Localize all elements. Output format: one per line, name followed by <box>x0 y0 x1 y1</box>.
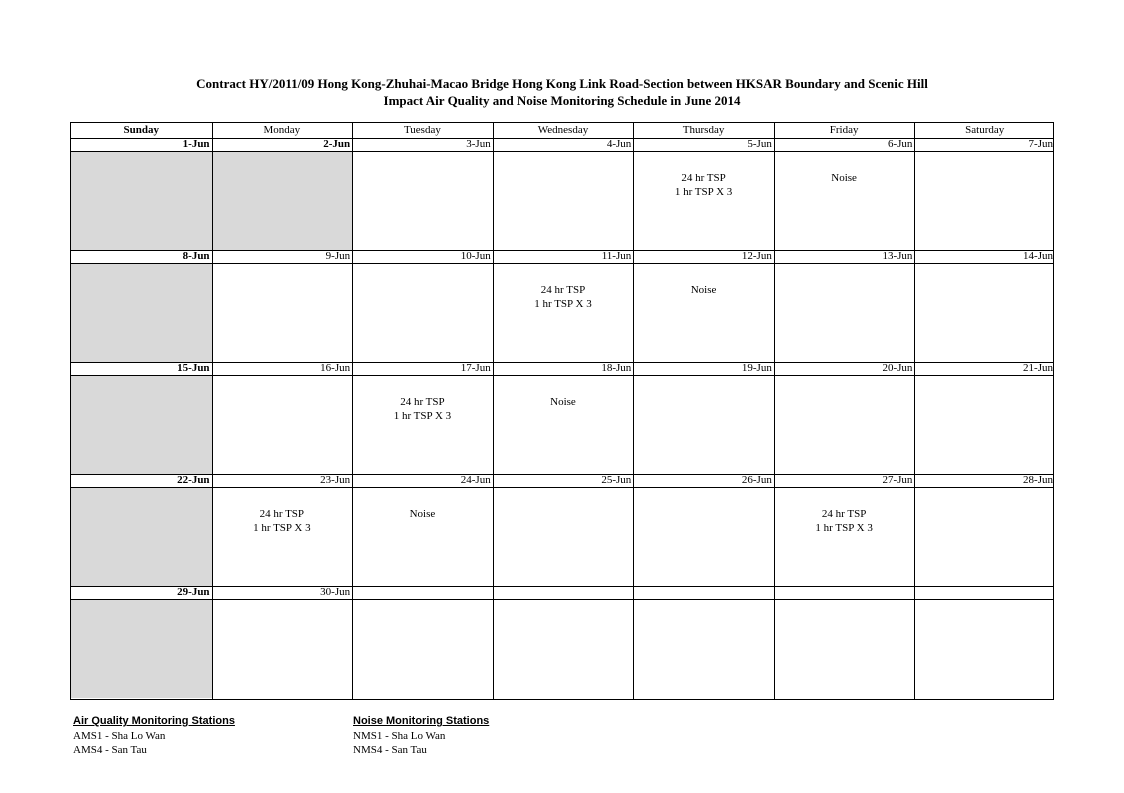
shaded-cell <box>71 487 212 586</box>
date-label: 13-Jun <box>882 250 913 262</box>
day-header: Friday <box>829 124 859 136</box>
calendar-grid <box>70 122 1054 700</box>
schedule-entry-line: Noise <box>409 508 436 520</box>
day-header: Tuesday <box>403 124 441 136</box>
date-row-divider <box>71 151 1053 152</box>
shaded-cell <box>71 375 212 474</box>
shaded-cell <box>212 151 353 250</box>
date-label: 29-Jun <box>177 586 210 598</box>
date-label: 23-Jun <box>320 474 351 486</box>
date-row-divider <box>71 599 1053 600</box>
noise-station-item: NMS1 - Sha Lo Wan <box>353 730 446 742</box>
day-header: Sunday <box>123 124 160 136</box>
date-label: 18-Jun <box>601 362 632 374</box>
date-row-divider <box>71 263 1053 264</box>
schedule-title: Contract HY/2011/09 Hong Kong-Zhuhai-Macao Bridge Hong Kong Link Road-Section between HKSAR Boundary and Scenic Hill <box>196 76 928 91</box>
date-label <box>493 586 634 599</box>
column-divider <box>914 123 915 699</box>
schedule-entry-line: 24 hr TSP <box>400 396 445 408</box>
schedule-entry <box>633 171 774 199</box>
date-label <box>633 586 774 599</box>
date-label: 28-Jun <box>1023 474 1053 486</box>
date-label: 16-Jun <box>320 362 351 374</box>
date-label: 27-Jun <box>882 474 913 486</box>
date-label: 19-Jun <box>741 362 772 374</box>
noise-station-item: NMS4 - San Tau <box>353 744 427 756</box>
schedule-entry-line: 1 hr TSP X 3 <box>674 186 733 198</box>
day-header: Wednesday <box>537 124 589 136</box>
date-row-divider <box>71 487 1053 488</box>
schedule-entry-line: 24 hr TSP <box>540 284 586 296</box>
date-label: 20-Jun <box>882 362 913 374</box>
air-quality-legend-heading: Air Quality Monitoring Stations <box>73 715 235 727</box>
schedule-entry <box>352 507 493 521</box>
date-label: 12-Jun <box>741 250 772 262</box>
date-label: 8-Jun <box>182 250 210 262</box>
air-station-item: AMS4 - San Tau <box>73 744 147 756</box>
day-header: Monday <box>263 124 301 136</box>
column-divider <box>633 123 634 699</box>
column-divider <box>493 123 494 699</box>
date-label: 1-Jun <box>182 138 210 150</box>
column-divider <box>774 123 775 699</box>
air-station-item: AMS1 - Sha Lo Wan <box>73 730 166 742</box>
air-quality-legend <box>73 714 235 757</box>
date-label: 11-Jun <box>601 250 632 262</box>
shaded-cell <box>71 151 212 250</box>
schedule-subtitle: Impact Air Quality and Noise Monitoring Schedule in June 2014 <box>383 93 741 108</box>
date-label: 2-Jun <box>323 138 351 150</box>
date-label: 17-Jun <box>460 362 491 374</box>
noise-legend <box>353 714 489 757</box>
schedule-entry <box>774 507 915 535</box>
date-label: 15-Jun <box>177 362 210 374</box>
schedule-entry <box>212 507 353 535</box>
date-label: 26-Jun <box>741 474 772 486</box>
column-divider <box>352 123 353 699</box>
schedule-entry <box>774 171 915 185</box>
schedule-entry-line: 1 hr TSP X 3 <box>534 298 592 310</box>
shaded-cell <box>71 599 212 698</box>
date-row-divider <box>71 375 1053 376</box>
date-label: 5-Jun <box>747 138 772 150</box>
schedule-entry <box>493 283 634 311</box>
column-divider <box>212 123 213 699</box>
schedule-entry <box>633 283 774 297</box>
date-label: 10-Jun <box>460 250 491 262</box>
date-label: 24-Jun <box>460 474 491 486</box>
date-label: 22-Jun <box>177 474 210 486</box>
schedule-entry-line: 24 hr TSP <box>821 508 867 520</box>
schedule-entry-line: 1 hr TSP X 3 <box>393 410 452 422</box>
date-label <box>914 586 1055 599</box>
schedule-entry-line: 1 hr TSP X 3 <box>815 522 873 534</box>
date-label: 21-Jun <box>1023 362 1053 374</box>
schedule-entry <box>493 395 634 409</box>
schedule-entry-line: 1 hr TSP X 3 <box>253 522 311 534</box>
shaded-cell <box>71 263 212 362</box>
noise-legend-heading: Noise Monitoring Stations <box>353 715 490 727</box>
date-label: 4-Jun <box>606 138 632 150</box>
date-label <box>774 586 915 599</box>
date-label: 25-Jun <box>601 474 632 486</box>
date-label: 14-Jun <box>1023 250 1053 262</box>
day-header: Thursday <box>682 124 725 136</box>
date-label: 7-Jun <box>1028 138 1053 150</box>
schedule-entry-line: Noise <box>831 172 857 184</box>
schedule-entry-line: 24 hr TSP <box>259 508 305 520</box>
schedule-entry <box>352 395 493 423</box>
day-header: Saturday <box>965 124 1005 136</box>
schedule-entry-line: 24 hr TSP <box>681 172 726 184</box>
date-label: 9-Jun <box>325 250 351 262</box>
schedule-entry-line: Noise <box>550 396 576 408</box>
date-label: 30-Jun <box>320 586 351 598</box>
date-label <box>352 586 493 599</box>
schedule-entry-line: Noise <box>690 284 717 296</box>
date-label: 3-Jun <box>466 138 491 150</box>
date-label: 6-Jun <box>887 138 913 150</box>
